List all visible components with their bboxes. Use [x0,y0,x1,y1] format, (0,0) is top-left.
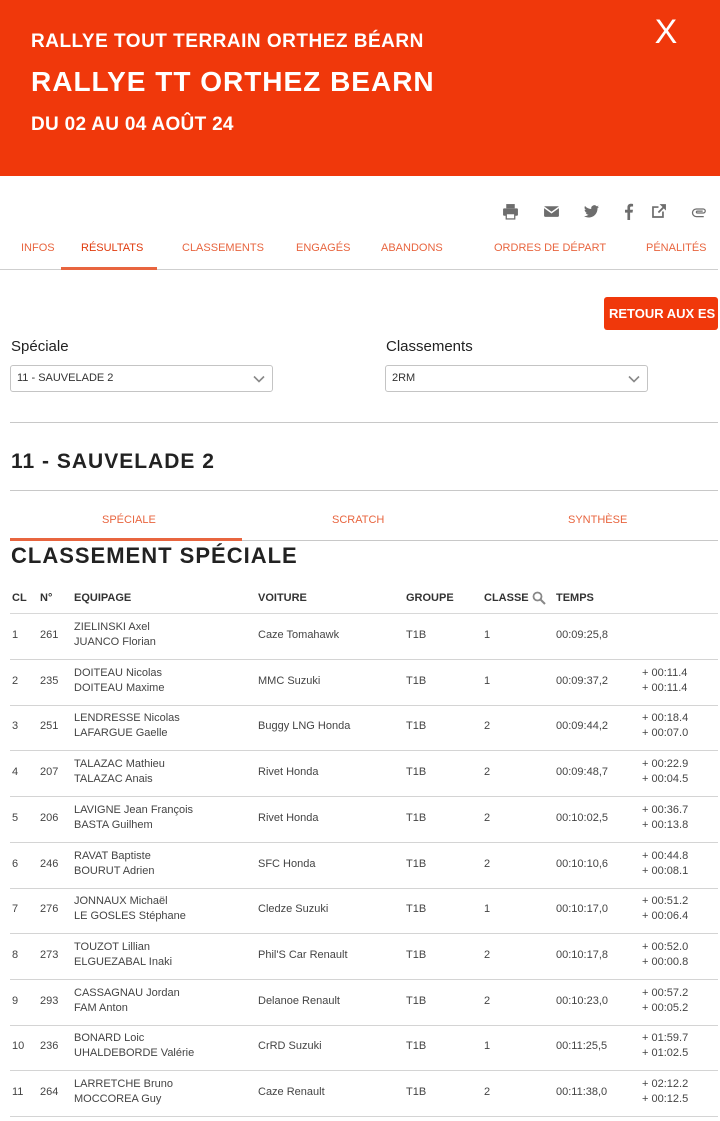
cell-voiture: Buggy LNG Honda [258,720,351,733]
col-header-num[interactable]: N° [40,592,53,604]
cell-voiture: Rivet Honda [258,766,319,779]
cell-voiture: CrRD Suzuki [258,1040,322,1053]
cell-temps: 00:11:25,5 [556,1040,608,1053]
tab-classements[interactable]: CLASSEMENTS [182,242,264,254]
cell-ecart-precedent: + 00:12.5 [642,1093,689,1105]
cell-temps: 00:10:23,0 [556,994,608,1007]
cell-pilote: RAVAT Baptiste [74,849,151,862]
cell-groupe: T1B [406,811,427,824]
cell-voiture: Caze Renault [258,1086,325,1098]
cell-cl: 11 [12,1086,24,1098]
table-row[interactable] [10,888,718,934]
cell-cl: 4 [12,766,19,779]
cell-copilote: BASTA Guilhem [74,818,153,831]
cell-cl: 1 [12,629,19,641]
mail-icon[interactable] [540,200,562,222]
cell-classe: 1 [484,903,491,916]
divider [10,422,718,423]
col-header-classe[interactable]: CLASSE [484,592,529,604]
cell-ecart-precedent: + 01:02.5 [642,1047,689,1060]
cell-classe: 2 [484,766,491,779]
cell-pilote: ZIELINSKI Axel [74,621,150,633]
cell-cl: 10 [12,1040,25,1053]
subtab-synthese[interactable]: SYNTHÈSE [568,514,628,526]
table-row[interactable] [10,1025,718,1071]
section-title: CLASSEMENT SPÉCIALE [11,543,298,568]
cell-copilote: TALAZAC Anais [74,773,153,786]
cell-groupe: T1B [406,948,427,961]
cell-copilote: JUANCO Florian [74,636,156,648]
external-link-icon[interactable] [647,200,669,222]
tab-ordres-de-depart[interactable]: ORDRES DE DÉPART [494,242,607,254]
table-row[interactable] [10,705,718,751]
cell-ecart-premier: + 00:11.4 [642,666,688,679]
cell-num: 236 [40,1040,59,1053]
speciale-label: Spéciale [11,338,69,355]
chevron-down-icon [628,374,640,384]
cell-ecart-premier: + 00:51.2 [642,895,689,908]
active-tab-indicator [61,267,157,270]
cell-classe: 2 [484,720,491,733]
event-header [0,0,720,176]
cell-ecart-premier: + 00:18.4 [642,712,689,725]
cell-ecart-premier: + 00:44.8 [642,849,689,862]
close-button[interactable]: X [654,13,678,51]
cell-voiture: SFC Honda [258,857,316,870]
cell-pilote: LARRETCHE Bruno [74,1078,174,1090]
facebook-icon[interactable] [617,200,639,222]
result-subtabs [10,508,718,541]
cell-voiture: Delanoe Renault [258,994,340,1007]
cell-ecart-precedent: + 00:00.8 [642,955,689,968]
cell-groupe: T1B [406,994,427,1007]
cell-cl: 5 [12,811,19,824]
classements-select-value: 2RM [392,372,416,384]
cell-voiture: Cledze Suzuki [258,903,329,916]
cell-temps: 00:10:17,0 [556,903,608,916]
subtab-speciale[interactable]: SPÉCIALE [102,514,156,526]
cell-voiture: Phil'S Car Renault [258,948,348,961]
event-dates: DU 02 AU 04 AOÛT 24 [31,114,234,135]
cell-ecart-premier: + 00:36.7 [642,803,689,816]
divider [10,490,718,491]
cell-classe: 2 [484,1086,491,1098]
search-icon[interactable] [532,591,546,605]
chevron-down-icon [253,374,265,384]
speciale-select[interactable] [10,365,273,392]
cell-num: 251 [40,720,59,733]
event-full-name: RALLYE TOUT TERRAIN ORTHEZ BÉARN [31,31,424,52]
table-row[interactable] [10,751,718,797]
cell-pilote: BONARD Loic [74,1032,145,1045]
cell-num: 246 [40,857,59,870]
subtab-scratch[interactable]: SCRATCH [332,514,385,526]
classements-label: Classements [386,338,473,355]
classements-select[interactable] [385,365,648,392]
cell-classe: 1 [484,674,491,687]
twitter-icon[interactable] [580,200,602,222]
cell-num: 293 [40,994,59,1007]
cell-groupe: T1B [406,720,427,733]
table-row[interactable] [10,614,718,660]
cell-pilote: TALAZAC Mathieu [74,758,165,771]
cell-ecart-premier: + 00:22.9 [642,758,689,771]
cell-num: 207 [40,766,59,779]
cell-num: 261 [40,629,59,641]
cell-copilote: DOITEAU Maxime [74,681,165,694]
cell-groupe: T1B [406,766,427,779]
active-subtab-indicator [10,538,242,541]
cell-voiture: MMC Suzuki [258,674,321,687]
cell-temps: 00:09:25,8 [556,629,608,641]
cell-classe: 1 [484,1040,491,1053]
cell-cl: 9 [12,994,19,1007]
stage-title: 11 - SAUVELADE 2 [11,450,215,473]
cell-pilote: LENDRESSE Nicolas [74,712,180,725]
cell-temps: 00:10:10,6 [556,857,608,870]
main-tabs [0,236,718,270]
cell-classe: 2 [484,857,491,870]
retour-aux-es-button[interactable]: RETOUR AUX ES [604,297,718,330]
cell-ecart-premier: + 00:57.2 [642,986,689,999]
link-icon[interactable] [688,200,710,222]
table-row[interactable] [10,1071,718,1117]
cell-cl: 8 [12,948,19,961]
table-row[interactable] [10,797,718,843]
cell-pilote: CASSAGNAU Jordan [74,986,180,999]
cell-cl: 3 [12,720,19,733]
cell-num: 206 [40,811,59,824]
cell-temps: 00:11:38,0 [556,1086,608,1098]
cell-voiture: Rivet Honda [258,811,319,824]
cell-groupe: T1B [406,629,427,641]
cell-classe: 1 [484,629,491,641]
cell-temps: 00:09:37,2 [556,674,608,687]
col-header-equipage[interactable]: EQUIPAGE [74,592,132,604]
cell-copilote: UHALDEBORDE Valérie [74,1047,195,1060]
tab-engages[interactable]: ENGAGÉS [296,242,351,254]
cell-groupe: T1B [406,903,427,916]
tab-penalites[interactable]: PÉNALITÉS [646,242,707,254]
cell-cl: 7 [12,903,19,916]
print-icon[interactable] [499,200,521,222]
cell-ecart-precedent: + 00:04.5 [642,773,689,786]
cell-copilote: FAM Anton [74,1001,128,1014]
cell-pilote: DOITEAU Nicolas [74,666,163,679]
cell-ecart-precedent: + 00:07.0 [642,727,689,740]
col-header-voiture[interactable]: VOITURE [258,592,307,604]
cell-groupe: T1B [406,1086,427,1098]
cell-num: 235 [40,674,59,687]
table-row[interactable] [10,980,718,1026]
cell-pilote: TOUZOT Lillian [74,940,151,953]
table-row[interactable] [10,934,718,980]
cell-ecart-precedent: + 00:06.4 [642,910,689,923]
cell-ecart-premier: + 00:52.0 [642,940,689,953]
cell-classe: 2 [484,948,491,961]
cell-num: 264 [40,1086,59,1098]
cell-num: 276 [40,903,59,916]
cell-ecart-precedent: + 00:11.4 [642,681,688,694]
cell-classe: 2 [484,811,491,824]
cell-ecart-precedent: + 00:08.1 [642,864,689,877]
cell-groupe: T1B [406,1040,427,1053]
cell-pilote: JONNAUX Michaël [74,895,168,908]
cell-ecart-precedent: + 00:05.2 [642,1001,689,1014]
cell-num: 273 [40,948,59,961]
cell-copilote: LE GOSLES Stéphane [74,910,186,923]
cell-copilote: LAFARGUE Gaelle [74,727,168,740]
cell-temps: 00:09:44,2 [556,720,608,733]
speciale-select-value: 11 - SAUVELADE 2 [17,372,114,384]
cell-temps: 00:10:02,5 [556,811,608,824]
tab-resultats[interactable]: RÉSULTATS [81,242,144,254]
cell-voiture: Caze Tomahawk [258,629,340,641]
tab-abandons[interactable]: ABANDONS [381,242,443,254]
cell-cl: 6 [12,857,19,870]
cell-ecart-precedent: + 00:13.8 [642,818,689,831]
cell-temps: 00:10:17,8 [556,948,608,961]
cell-cl: 2 [12,674,19,687]
table-row[interactable] [10,843,718,889]
cell-copilote: BOURUT Adrien [74,864,155,877]
cell-temps: 00:09:48,7 [556,766,608,779]
col-header-temps[interactable]: TEMPS [556,592,594,604]
tab-infos[interactable]: INFOS [21,242,55,254]
cell-ecart-premier: + 01:59.7 [642,1032,689,1045]
col-header-cl[interactable]: CL [12,592,27,604]
event-short-name: RALLYE TT ORTHEZ BEARN [31,66,435,97]
cell-groupe: T1B [406,674,427,687]
cell-groupe: T1B [406,857,427,870]
table-row[interactable] [10,660,718,706]
cell-copilote: ELGUEZABAL Inaki [74,955,173,968]
cell-ecart-premier: + 02:12.2 [642,1078,689,1090]
col-header-groupe[interactable]: GROUPE [406,592,454,604]
cell-pilote: LAVIGNE Jean François [74,803,194,816]
cell-classe: 2 [484,994,491,1007]
cell-copilote: MOCCOREA Guy [74,1093,162,1105]
